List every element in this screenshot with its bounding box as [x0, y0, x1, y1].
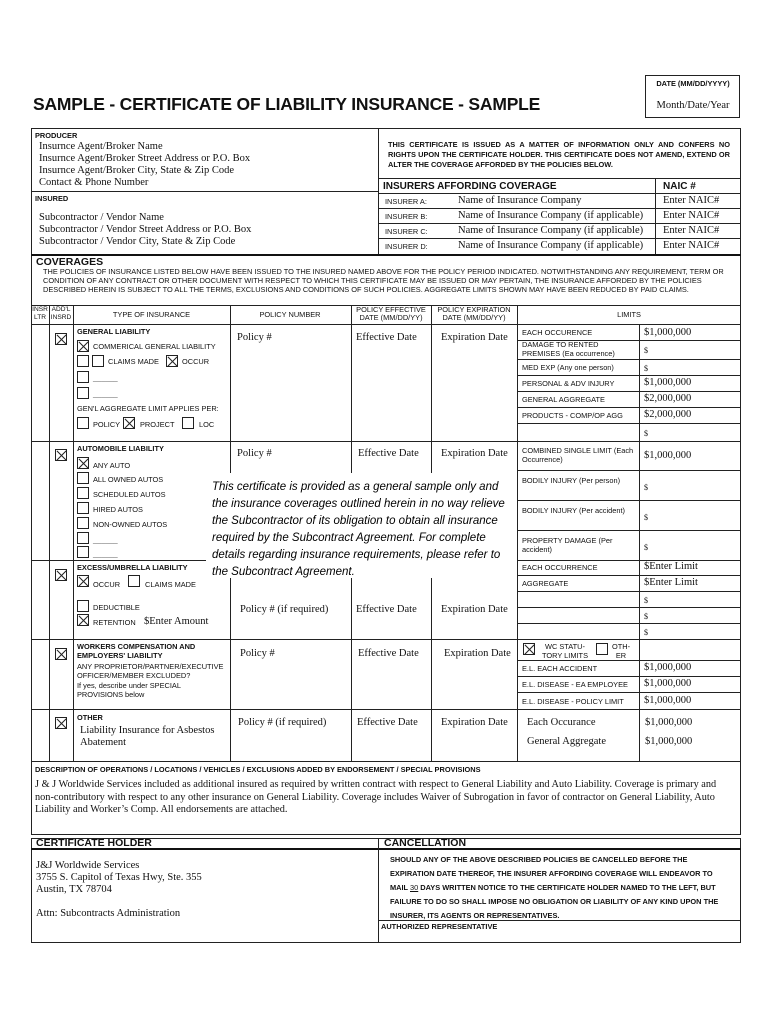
cancellation-text [390, 883, 716, 892]
col-policy: POLICY NUMBER [259, 310, 321, 319]
wc-expiration-date[interactable]: Expiration Date [444, 648, 511, 659]
umbrella-limit-value[interactable]: $Enter Limit [644, 577, 698, 588]
umbrella-limit-value[interactable]: $Enter Limit [644, 561, 698, 572]
limit-row-line [517, 500, 741, 501]
gl-limit-value[interactable]: $2,000,000 [644, 409, 692, 420]
gl-limit-value[interactable]: $1,000,000 [644, 327, 692, 338]
auto-limit-value[interactable]: $1,000,000 [644, 450, 692, 461]
section-divider [31, 441, 741, 442]
cancellation-mail: MAIL [390, 883, 408, 892]
umbrella-limit-label: EACH OCCURRENCE [522, 563, 598, 572]
holder-line[interactable]: Austin, TX 78704 [36, 884, 112, 895]
insurer-label: INSURER A: [385, 197, 427, 206]
producer-line[interactable]: Insurnce Agent/Broker Name [39, 141, 163, 152]
gl-blank-line[interactable]: ______ [93, 373, 118, 382]
insurers-row-line [378, 193, 741, 194]
auto-limit-label: PROPERTY DAMAGE (Per accident) [522, 536, 613, 554]
umbrella-limit-label: AGGREGATE [522, 579, 569, 588]
cancellation-days[interactable]: 30 [410, 883, 419, 892]
gl-limit-value[interactable]: $1,000,000 [644, 377, 692, 388]
authorized-label: AUTHORIZED REPRESENTATIVE [381, 922, 498, 931]
insurers-heading: INSURERS AFFORDING COVERAGE [383, 181, 557, 192]
col-type: TYPE OF INSURANCE [112, 310, 191, 319]
naic-divider [655, 178, 656, 254]
auto-effective-date[interactable]: Effective Date [358, 448, 419, 459]
holder-attn[interactable]: Attn: Subcontracts Administration [36, 908, 181, 919]
wc-other-checkbox[interactable] [596, 643, 608, 655]
gl-limit-label: EACH OCCURENCE [522, 328, 593, 337]
gl-limit-label: DAMAGE TO RENTED PREMISES (Ea occurrence) [522, 340, 615, 358]
section-divider [31, 709, 741, 710]
insurers-row-line [378, 238, 741, 239]
umbrella-policy-number[interactable]: Policy # (if required) [240, 604, 329, 615]
gl-limit-label: MED EXP (Any one person) [522, 363, 614, 372]
insured-label: INSURED [35, 194, 69, 203]
wc-other-label: OTH- ER [611, 642, 631, 660]
gl-effective-date[interactable]: Effective Date [356, 332, 417, 343]
gl-loc-label: LOC [199, 420, 215, 429]
other-limit-label: Each Occurance [527, 717, 596, 728]
auto-hired-checkbox[interactable] [77, 502, 89, 514]
umbrella-occur-checkbox[interactable] [77, 575, 89, 587]
gl-expiration-date[interactable]: Expiration Date [441, 332, 508, 343]
cancellation-heading: CANCELLATION [384, 837, 467, 849]
col-line [73, 305, 74, 761]
producer-divider [378, 128, 379, 254]
gl-title: GENERAL LIABILITY [77, 327, 151, 336]
umbrella-deductible-checkbox[interactable] [77, 600, 89, 612]
gl-addl-checkbox[interactable] [55, 333, 67, 345]
gl-limit-label: PERSONAL & ADV INJURY [522, 379, 615, 388]
gl-claims-made-checkbox[interactable] [92, 355, 104, 367]
wc-limit-label: E.L. DISEASE - POLICY LIMIT [522, 697, 624, 706]
other-limit-value[interactable]: $1,000,000 [645, 717, 693, 728]
cancellation-text: SHOULD ANY OF THE ABOVE DESCRIBED POLICIES BE CANCELLED BEFORE THE [390, 855, 688, 864]
umbrella-title: EXCESS/UMBRELLA LIABILITY [77, 563, 188, 572]
holder-line[interactable]: 3755 S. Capitol of Texas Hwy, Ste. 355 [36, 872, 202, 883]
insurer-naic[interactable]: Enter NAIC# [663, 210, 720, 221]
limit-row-line [517, 607, 741, 608]
insured-line[interactable]: Subcontractor / Vendor Name [39, 212, 164, 223]
gl-project-label: PROJECT [140, 420, 175, 429]
auto-limit-label: BODILY INJURY (Per person) [522, 476, 621, 485]
gl-row-checkbox[interactable] [77, 355, 89, 367]
wc-effective-date[interactable]: Effective Date [358, 648, 419, 659]
insurer-name[interactable]: Name of Insurance Company (if applicable) [458, 240, 644, 251]
gl-occur-label: OCCUR [182, 357, 210, 366]
gl-limit-value[interactable]: $ [644, 429, 648, 438]
umbrella-limit-value[interactable]: $ [644, 596, 648, 605]
umbrella-expiration-date[interactable]: Expiration Date [441, 604, 508, 615]
auto-blank-line[interactable]: ______ [93, 549, 118, 558]
insurer-naic[interactable]: Enter NAIC# [663, 195, 720, 206]
auto-all-owned-checkbox[interactable] [77, 472, 89, 484]
auto-hired-label: HIRED AUTOS [93, 505, 143, 514]
insured-line[interactable]: Subcontractor / Vendor Street Address or P.O. Box [39, 224, 252, 235]
authorized-rule [378, 920, 741, 921]
auto-limit-label: COMBINED SINGLE LIMIT (Each Occurrence) [522, 446, 634, 464]
limit-row-line [517, 470, 741, 471]
coverages-heading: COVERAGES [36, 256, 104, 268]
producer-line[interactable]: Insurnce Agent/Broker Street Address or P.O. Box [39, 153, 251, 164]
other-effective-date[interactable]: Effective Date [357, 717, 418, 728]
umbrella-occur-label: OCCUR [93, 580, 121, 589]
auto-non-owned-checkbox[interactable] [77, 517, 89, 529]
section-divider [31, 639, 741, 640]
limit-row-line [517, 391, 741, 392]
col-exp: POLICY EXPIRATION DATE (MM/DD/YY) [437, 305, 511, 322]
insurer-label: INSURER B: [385, 212, 428, 221]
wc-limit-label: E.L. EACH ACCIDENT [522, 664, 598, 673]
holder-line[interactable]: J&J Worldwide Services [36, 860, 140, 871]
limit-row-line [517, 692, 741, 693]
insurers-top-line [378, 178, 741, 179]
limit-row-line [517, 660, 741, 661]
limit-row-line [517, 623, 741, 624]
gl-policy-label: POLICY [93, 420, 121, 429]
date-label: DATE (MM/DD/YYYY) [656, 79, 730, 88]
gl-claims-made-label: CLAIMS MADE [108, 357, 159, 366]
gl-policy-number[interactable]: Policy # [237, 332, 272, 343]
col-insr: INSR LTR [32, 306, 48, 321]
col-eff: POLICY EFFECTIVE DATE (MM/DD/YY) [356, 305, 426, 322]
gl-blank-checkbox[interactable] [77, 387, 89, 399]
gl-limit-value[interactable]: $2,000,000 [644, 393, 692, 404]
auto-scheduled-label: SCHEDULED AUTOS [93, 490, 166, 499]
col-limits: LIMITS [617, 310, 641, 319]
sample-disclaimer-overlay: This certificate is provided as a general sample only and the insurance coverages outlined herein in no way relieve the Subcontractor of its obligation to obtain all insurance required by the Subcontract Agreement. For complete details regarding insurance requirements, please refer to the Subcontract Agreement. [206, 473, 517, 578]
insurer-label: INSURER D: [385, 242, 428, 251]
auto-blank-checkbox[interactable] [77, 532, 89, 544]
umbrella-claims-made-checkbox[interactable] [128, 575, 140, 587]
gl-commercial-checkbox[interactable] [77, 340, 89, 352]
auto-limit-value[interactable]: $ [644, 513, 648, 522]
other-description[interactable]: Liability Insurance for Asbestos Abatement [80, 725, 215, 748]
wc-policy-number[interactable]: Policy # [240, 648, 275, 659]
page-title: SAMPLE - CERTIFICATE OF LIABILITY INSURANCE - SAMPLE [33, 94, 541, 114]
section-divider [31, 761, 741, 762]
auto-limit-value[interactable]: $ [644, 483, 648, 492]
insurer-naic[interactable]: Enter NAIC# [663, 240, 720, 251]
auto-expiration-date[interactable]: Expiration Date [441, 448, 508, 459]
umbrella-addl-checkbox[interactable] [55, 569, 67, 581]
col-header-bottom [31, 324, 741, 325]
col-line [49, 305, 50, 761]
auto-addl-checkbox[interactable] [55, 449, 67, 461]
naic-heading: NAIC # [663, 181, 696, 192]
umbrella-retention-label: RETENTION [93, 618, 136, 627]
umbrella-effective-date[interactable]: Effective Date [356, 604, 417, 615]
holder-divider [378, 838, 379, 943]
coverages-notice: THE POLICIES OF INSURANCE LISTED BELOW HAVE BEEN ISSUED TO THE INSURED NAMED ABOVE FOR THE POLICY PERIOD INDICATED. NOTWITHSTANDING ANY REQUIREMENT, TERM OR CONDITION OF ANY CONTRACT OR OTHER DOCUMENT WITH RESPECT TO WHICH THIS CERTIFICATE MAY BE ISSUED OR MAY PERTAIN, THE INSURANCE AFFORDED BY THE POLICIES DESCRIBED HEREIN IS SUBJECT TO ALL THE TERMS, EXCLUSIONS AND CONDITIONS OF SUCH POLICIES. AGGREGATE LIMITS SHOWN MAY HAVE BEEN REDUCED BY PAID CLAIMS. [43, 267, 724, 294]
gl-project-checkbox[interactable] [123, 417, 135, 429]
wc-statutory-label: WC STATU- TORY LIMITS [542, 642, 588, 660]
gl-limit-value[interactable]: $ [644, 364, 648, 373]
umbrella-deductible-label: DEDUCTIBLE [93, 603, 140, 612]
limit-row-line [517, 423, 741, 424]
limit-row-line [517, 359, 741, 360]
auto-scheduled-checkbox[interactable] [77, 487, 89, 499]
gl-limit-value[interactable]: $ [644, 346, 648, 355]
producer-line[interactable]: Insurnce Agent/Broker City, State & Zip Code [39, 165, 234, 176]
insurer-label: INSURER C: [385, 227, 428, 236]
auto-limit-label: BODILY INJURY (Per accident) [522, 506, 625, 515]
limit-row-line [517, 375, 741, 376]
other-limit-label: General Aggregate [527, 736, 607, 747]
auto-blank-checkbox[interactable] [77, 546, 89, 558]
wc-limit-value[interactable]: $1,000,000 [644, 678, 692, 689]
wc-addl-checkbox[interactable] [55, 648, 67, 660]
wc-limit-value[interactable]: $1,000,000 [644, 662, 692, 673]
limit-row-line [517, 591, 741, 592]
wc-limit-label: E.L. DISEASE - EA EMPLOYEE [522, 680, 628, 689]
auto-all-owned-label: ALL OWNED AUTOS [93, 475, 164, 484]
limit-row-line [517, 575, 741, 576]
gl-occur-checkbox[interactable] [166, 355, 178, 367]
wc-if-yes-label: If yes, describe under SPECIAL PROVISIONS below [77, 681, 181, 699]
cancellation-text: EXPIRATION DATE THEREOF, THE INSURER AFFORDING COVERAGE WILL ENDEAVOR TO [390, 869, 713, 878]
description-text[interactable]: J & J Worldwide Services included as additional insured as required by written contract with respect to General Liability and Auto Liability. Coverage is primary and non-contributory with respect to any other insurance on General Liability. Coverage includes Waiver of Subrogation in favor of contractor on General Liability, Auto Liability and Worker’s Comp. All endorsements are attached. [35, 779, 717, 815]
auto-non-owned-label: NON-OWNED AUTOS [93, 520, 168, 529]
insurer-name[interactable]: Name of Insurance Company (if applicable) [458, 225, 644, 236]
insured-line[interactable]: Subcontractor / Vendor City, State & Zip Code [39, 236, 236, 247]
producer-line[interactable]: Contact & Phone Number [39, 177, 149, 188]
umbrella-limit-value[interactable]: $ [644, 628, 648, 637]
insurer-naic[interactable]: Enter NAIC# [663, 225, 720, 236]
cancellation-text: INSURER, ITS AGENTS OR REPRESENTATIVES. [390, 911, 560, 920]
insurer-name[interactable]: Name of Insurance Company [458, 195, 582, 206]
producer-label: PRODUCER [35, 131, 78, 140]
other-policy-number[interactable]: Policy # (if required) [238, 717, 327, 728]
other-limit-value[interactable]: $1,000,000 [645, 736, 693, 747]
auto-blank-line[interactable]: ______ [93, 535, 118, 544]
wc-proprietor-label: ANY PROPRIETOR/PARTNER/EXECUTIVE OFFICER/MEMBER EXCLUDED? [77, 662, 224, 680]
umbrella-retention-amount[interactable]: $Enter Amount [144, 616, 209, 627]
limit-value-line [639, 324, 640, 761]
gl-commercial-label: COMMERICAL GENERAL LIABILITY [93, 342, 216, 351]
umbrella-retention-checkbox[interactable] [77, 614, 89, 626]
gl-blank-checkbox[interactable] [77, 371, 89, 383]
auto-any-checkbox[interactable] [77, 457, 89, 469]
insurers-row-line [378, 208, 741, 209]
gl-policy-checkbox[interactable] [77, 417, 89, 429]
gl-limit-label: PRODUCTS - COMP/OP AGG [522, 411, 623, 420]
holder-heading: CERTIFICATE HOLDER [36, 837, 152, 849]
cancellation-text: FAILURE TO DO SO SHALL IMPOSE NO OBLIGATION OR LIABILITY OF ANY KIND UPON THE [390, 897, 719, 906]
wc-title: WORKERS COMPENSATION AND EMPLOYERS' LIABILITY [77, 642, 196, 660]
info-notice: THIS CERTIFICATE IS ISSUED AS A MATTER OF INFORMATION ONLY AND CONFERS NO RIGHTS UPON THE CERTIFICATE HOLDER. THIS CERTIFICATE DOES NOT AMEND, EXTEND OR ALTER THE COVERAGE AFFORDED BY THE POLICIES BELOW. [388, 140, 730, 169]
insurers-row-line [378, 223, 741, 224]
insured-divider [31, 191, 378, 192]
description-label: DESCRIPTION OF OPERATIONS / LOCATIONS / VEHICLES / EXCLUSIONS ADDED BY ENDORSEMENT / SPECIAL PROVISIONS [35, 765, 481, 774]
other-expiration-date[interactable]: Expiration Date [441, 717, 508, 728]
umbrella-limit-value[interactable]: $ [644, 612, 648, 621]
auto-limit-value[interactable]: $ [644, 543, 648, 552]
limit-row-line [517, 676, 741, 677]
limit-row-line [517, 407, 741, 408]
insurer-name[interactable]: Name of Insurance Company (if applicable) [458, 210, 644, 221]
cancellation-rest: DAYS WRITTEN NOTICE TO THE CERTIFICATE HOLDER NAMED TO THE LEFT, BUT [420, 883, 716, 892]
gl-blank-line[interactable]: ______ [93, 389, 118, 398]
other-title: OTHER [77, 713, 103, 722]
auto-any-label: ANY AUTO [93, 461, 131, 470]
wc-statutory-checkbox[interactable] [523, 643, 535, 655]
gl-limit-label: GENERAL AGGREGATE [522, 395, 605, 404]
gl-loc-checkbox[interactable] [182, 417, 194, 429]
umbrella-claims-made-label: CLAIMS MADE [145, 580, 196, 589]
other-addl-checkbox[interactable] [55, 717, 67, 729]
gl-agg-applies-label: GEN'L AGGREGATE LIMIT APPLIES PER: [77, 404, 219, 413]
date-value[interactable]: Month/Date/Year [656, 100, 730, 111]
auto-title: AUTOMOBILE LIABILITY [77, 444, 164, 453]
coverages-rule [31, 254, 741, 256]
wc-limit-value[interactable]: $1,000,000 [644, 695, 692, 706]
auto-policy-number[interactable]: Policy # [237, 448, 272, 459]
limit-row-line [517, 530, 741, 531]
col-addl: ADD'L INSRD [50, 306, 72, 321]
